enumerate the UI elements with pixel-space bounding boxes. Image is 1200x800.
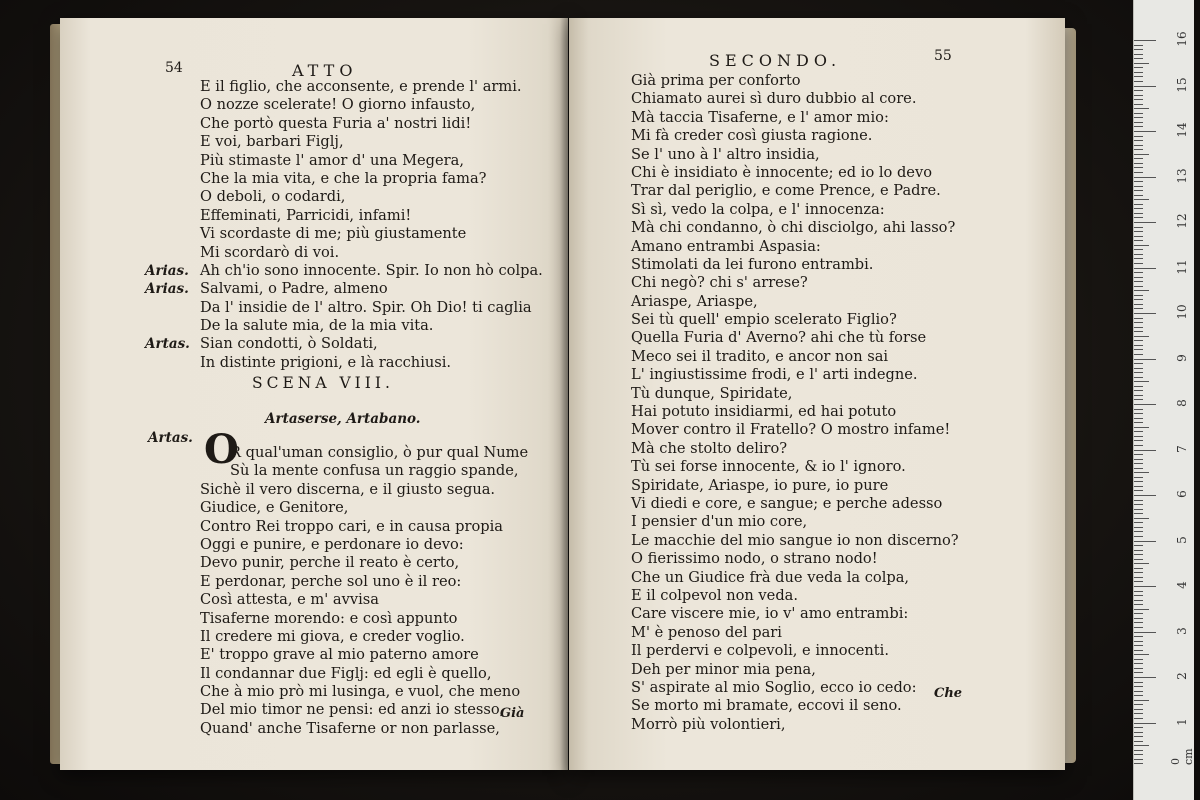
ruler-tick	[1134, 213, 1143, 214]
ruler-tick	[1134, 572, 1143, 573]
ruler-tick	[1134, 527, 1143, 528]
ruler-tick	[1134, 108, 1149, 109]
verse-line: Il condannar due Figlj: ed egli è quello,	[200, 664, 492, 682]
ruler-tick	[1134, 299, 1143, 300]
ruler-tick	[1134, 450, 1156, 451]
verse-line: Chi negò? chi s' arrese?	[631, 274, 808, 292]
ruler-number: 4	[1175, 581, 1189, 589]
speaker-label: Arias.	[145, 281, 189, 298]
ruler-tick	[1134, 131, 1156, 132]
ruler-tick	[1134, 581, 1143, 582]
ruler-tick	[1134, 445, 1143, 446]
ruler-number: 13	[1175, 167, 1189, 184]
ruler-tick	[1134, 281, 1143, 282]
ruler-tick	[1134, 586, 1156, 587]
ruler-tick	[1134, 386, 1143, 387]
ruler-tick	[1134, 723, 1156, 724]
verse-line: M' è penoso del pari	[631, 623, 782, 641]
ruler-tick	[1134, 154, 1149, 155]
ruler-tick	[1134, 318, 1143, 319]
ruler-tick	[1134, 340, 1143, 341]
ruler-tick	[1134, 613, 1143, 614]
ruler-tick	[1134, 336, 1149, 337]
ruler-number: 16	[1175, 31, 1189, 47]
verse-line: Già prima per conforto	[631, 72, 801, 89]
ruler-tick	[1134, 422, 1143, 423]
ruler-tick	[1134, 372, 1143, 373]
ruler-tick	[1134, 58, 1143, 59]
drop-cap: O	[204, 426, 239, 473]
ruler-tick	[1134, 641, 1143, 642]
verse-line: Se morto mi bramate, eccovi il seno.	[631, 697, 902, 715]
verse-line: Mover contro il Fratello? O mostro infame!	[631, 421, 951, 439]
ruler-tick	[1134, 463, 1143, 464]
verse-line: Che à mio prò mi lusinga, e vuol, che meno	[200, 683, 521, 701]
ruler-tick	[1134, 531, 1143, 532]
ruler-tick	[1134, 90, 1143, 91]
verse-line: Del mio timor ne pensi: ed anzi io stesso,	[200, 701, 505, 719]
ruler-tick	[1134, 409, 1143, 410]
ruler-tick	[1134, 732, 1143, 733]
ruler-tick	[1134, 545, 1143, 546]
ruler-tick	[1134, 349, 1143, 350]
ruler-tick	[1134, 54, 1143, 55]
ruler-tick	[1134, 263, 1143, 264]
scene-verse-block	[200, 444, 528, 738]
ruler-tick	[1134, 691, 1143, 692]
verse-line	[145, 261, 543, 280]
verse-text: Che la mia vita, e che la propria fama?	[200, 169, 487, 187]
ruler-tick	[1134, 500, 1143, 501]
speaker-label: Arias.	[145, 262, 189, 279]
ruler-tick	[1134, 559, 1143, 560]
speaker-label: Artas.	[148, 430, 193, 446]
ruler-tick	[1134, 604, 1143, 605]
ruler-tick	[1134, 668, 1143, 669]
ruler-tick	[1134, 163, 1143, 164]
verse-line: L' ingiustissime frodi, e l' arti indegne.	[631, 366, 918, 384]
verse-line: Tisaferne morendo: e così appunto	[200, 609, 458, 627]
ruler-tick	[1134, 354, 1143, 355]
ruler-tick	[1134, 468, 1143, 469]
verse-line	[200, 152, 543, 170]
ruler-number: 7	[1175, 444, 1189, 453]
ruler-tick	[1134, 277, 1143, 278]
ruler-tick	[1134, 172, 1143, 173]
ruler-tick	[1134, 99, 1143, 100]
ruler-tick	[1134, 413, 1143, 414]
verse-line	[145, 280, 543, 298]
ruler-tick	[1134, 495, 1156, 496]
ruler-tick	[1134, 577, 1143, 578]
verse-line	[200, 188, 543, 206]
verse-text: Che portò questa Furia a' nostri lidi!	[200, 114, 472, 132]
ruler-tick	[1134, 177, 1156, 178]
verse-line	[200, 96, 543, 114]
verse-line: Trar dal periglio, e come Prence, e Padre.	[631, 182, 941, 200]
ruler-tick	[1134, 122, 1143, 123]
page-number: 54	[165, 60, 183, 76]
verse-line: Spiridate, Ariaspe, io pure, io pure	[631, 476, 889, 494]
ruler-tick	[1134, 568, 1143, 569]
verse-block	[145, 78, 543, 372]
ruler-tick	[1134, 763, 1143, 764]
verse-line: Amano entrambi Aspasia:	[631, 237, 821, 255]
ruler-tick	[1134, 509, 1143, 510]
ruler-tick	[1134, 199, 1149, 200]
verse-line: Chiamato aurei sì duro dubbio al core.	[631, 90, 917, 108]
ruler-tick	[1134, 286, 1143, 287]
ruler-tick	[1134, 672, 1143, 673]
ruler-tick	[1134, 377, 1143, 378]
ruler-tick	[1134, 40, 1156, 41]
ruler-tick	[1134, 759, 1143, 760]
ruler-tick	[1134, 113, 1143, 114]
ruler-number: 2	[1175, 672, 1189, 680]
verse-text: Sian condotti, ò Soldati,	[200, 335, 378, 353]
measurement-ruler	[1133, 0, 1194, 800]
ruler-tick	[1134, 227, 1143, 228]
ruler-tick	[1134, 140, 1143, 141]
ruler-tick	[1134, 609, 1149, 610]
ruler-tick	[1134, 395, 1143, 396]
ruler-tick	[1134, 390, 1143, 391]
verse-line: E' troppo grave al mio paterno amore	[200, 646, 479, 664]
ruler-unit: 0 cm	[1169, 748, 1195, 765]
catchword: Che	[934, 686, 963, 701]
ruler-tick	[1134, 682, 1143, 683]
verse-line: I pensier d'un mio core,	[631, 513, 808, 531]
ruler-tick	[1134, 695, 1143, 696]
ruler-tick	[1134, 313, 1156, 314]
ruler-tick	[1134, 472, 1149, 473]
verse-line	[200, 317, 543, 335]
ruler-tick	[1134, 554, 1143, 555]
ruler-tick	[1134, 718, 1143, 719]
verse-line: O fierissimo nodo, o strano nodo!	[631, 550, 878, 568]
ruler-tick	[1134, 618, 1143, 619]
verse-line: Meco sei il tradito, e ancor non sai	[631, 347, 889, 365]
verse-line: Devo punir, perche il reato è certo,	[200, 554, 460, 572]
ruler-tick	[1134, 308, 1143, 309]
ruler-tick	[1134, 591, 1143, 592]
ruler-tick	[1134, 686, 1143, 687]
ruler-tick	[1134, 399, 1143, 400]
ruler-tick	[1134, 536, 1143, 537]
ruler-tick	[1134, 72, 1143, 73]
verse-line: Quand' anche Tisaferne or non parlasse,	[200, 719, 500, 737]
ruler-tick	[1134, 222, 1156, 223]
ruler-tick	[1134, 268, 1156, 269]
left-page	[60, 18, 568, 770]
ruler-tick	[1134, 249, 1143, 250]
ruler-tick	[1134, 550, 1143, 551]
verse-line: Sichè il vero discerna, e il giusto segua.	[200, 480, 496, 498]
verse-text: In distinte prigioni, e là racchiusi.	[200, 353, 452, 371]
verse-line	[200, 207, 543, 225]
verse-line	[200, 244, 543, 262]
verse-line	[200, 133, 543, 151]
ruler-tick	[1134, 431, 1143, 432]
ruler-tick	[1134, 136, 1143, 137]
ruler-tick	[1134, 600, 1143, 601]
ruler-tick	[1134, 704, 1143, 705]
ruler-tick	[1134, 359, 1156, 360]
ruler-number: 9	[1175, 353, 1189, 362]
ruler-tick	[1134, 736, 1143, 737]
ruler-tick	[1134, 345, 1143, 346]
ruler-tick	[1134, 190, 1143, 191]
verse-line	[200, 115, 543, 133]
running-head: SECONDO.	[709, 51, 842, 70]
verse-line: Mà chi condanno, ò chi disciolgo, ahi lasso?	[631, 219, 956, 237]
scene-persons: Artaserse, Artabano.	[265, 411, 421, 427]
ruler-tick	[1134, 181, 1143, 182]
verse-line: Stimolati da lei furono entrambi.	[631, 255, 874, 273]
verse-line	[200, 170, 543, 188]
ruler-number: 1	[1175, 717, 1189, 726]
verse-text: Più stimaste l' amor d' una Megera,	[200, 151, 464, 169]
ruler-tick	[1134, 186, 1143, 187]
verse-line: Tù dunque, Spiridate,	[631, 384, 793, 402]
verse-text: Vi scordaste di me; più giustamente	[200, 225, 467, 243]
verse-line: Sì sì, vedo la colpa, e l' innocenza:	[631, 200, 885, 218]
verse-line: Giudice, e Genitore,	[200, 499, 349, 517]
ruler-tick	[1134, 518, 1149, 519]
verse-line: Deh per minor mia pena,	[631, 660, 816, 678]
ruler-tick	[1134, 149, 1143, 150]
ruler-tick	[1134, 754, 1143, 755]
right-page	[569, 18, 1065, 770]
verse-line: Mi fà creder così giusta ragione.	[631, 127, 873, 145]
ruler-tick	[1134, 167, 1143, 168]
ruler-tick	[1134, 427, 1149, 428]
ruler-tick	[1134, 436, 1143, 437]
ruler-tick	[1134, 217, 1143, 218]
verse-line: Sei tù quell' empio scelerato Figlio?	[631, 311, 897, 329]
verse-line	[200, 78, 543, 96]
verse-line: Oggi e punire, e perdonare io devo:	[200, 535, 464, 553]
verse-block	[631, 72, 959, 734]
ruler-tick	[1134, 158, 1143, 159]
verse-text: Ah ch'io sono innocente. Spir. Io non hò colpa.	[200, 261, 543, 279]
verse-text: E il figlio, che acconsente, e prende l' armi.	[200, 78, 522, 95]
ruler-tick	[1134, 700, 1149, 701]
ruler-number: 15	[1175, 76, 1189, 93]
ruler-tick	[1134, 622, 1143, 623]
ruler-tick	[1134, 63, 1149, 64]
verse-line: Hai potuto insidiarmi, ed hai potuto	[631, 403, 897, 421]
ruler-tick	[1134, 627, 1143, 628]
ruler-tick	[1134, 76, 1143, 77]
ruler-number: 3	[1175, 626, 1189, 635]
verse-text: De la salute mia, de la mia vita.	[200, 317, 434, 335]
ruler-tick	[1134, 418, 1143, 419]
verse-line: Che un Giudice frà due veda la colpa,	[631, 568, 910, 586]
ruler-tick	[1134, 477, 1143, 478]
verse-line: E il colpevol non veda.	[631, 586, 798, 604]
ruler-tick	[1134, 745, 1149, 746]
ruler-tick	[1134, 67, 1143, 68]
verse-line: Il perdervi e colpevoli, e innocenti.	[631, 642, 889, 660]
ruler-tick	[1134, 709, 1143, 710]
ruler-tick	[1134, 677, 1156, 678]
ruler-tick	[1134, 522, 1143, 523]
ruler-tick	[1134, 104, 1143, 105]
ruler-tick	[1134, 331, 1143, 332]
ruler-tick	[1134, 363, 1143, 364]
verse-text: Mi scordarò di voi.	[200, 243, 340, 261]
ruler-tick	[1134, 645, 1143, 646]
ruler-tick	[1134, 49, 1143, 50]
verse-line: Così attesta, e m' avvisa	[200, 591, 379, 609]
speaker-label: Artas.	[145, 336, 190, 353]
verse-line: Quella Furia d' Averno? ahi che tù forse	[631, 329, 927, 347]
ruler-tick	[1134, 381, 1149, 382]
verse-line: R qual'uman consiglio, ò pur qual Nume	[230, 444, 529, 461]
verse-line: S' aspirate al mio Soglio, ecco io cedo:	[631, 678, 917, 696]
ruler-number: 8	[1175, 399, 1189, 407]
verse-line	[200, 354, 543, 372]
ruler-tick	[1134, 750, 1143, 751]
running-head: ATTO	[292, 61, 358, 80]
ruler-number: 14	[1175, 122, 1189, 138]
verse-line: Il credere mi giova, e creder voglio.	[200, 627, 465, 645]
ruler-tick	[1134, 459, 1143, 460]
ruler-number: 5	[1175, 535, 1189, 544]
ruler-tick	[1134, 454, 1143, 455]
ruler-tick	[1134, 322, 1143, 323]
ruler-tick	[1134, 504, 1143, 505]
ruler-tick	[1134, 513, 1143, 514]
verse-line: Sù la mente confusa un raggio spande,	[230, 462, 519, 480]
ruler-tick	[1134, 440, 1143, 441]
scene-heading: SCENA VIII.	[252, 374, 394, 392]
ruler-tick	[1134, 368, 1143, 369]
ruler-tick	[1134, 195, 1143, 196]
ruler-tick	[1134, 490, 1143, 491]
verse-text: Effeminati, Parricidi, infami!	[200, 206, 412, 224]
ruler-number: 10	[1175, 304, 1189, 320]
verse-text: E voi, barbari Figlj,	[200, 133, 344, 151]
ruler-number: 11	[1175, 258, 1189, 275]
verse-line: Mà che stolto deliro?	[631, 439, 788, 457]
verse-line: Vi diedi e core, e sangue; e perche adesso	[631, 494, 943, 512]
page-number: 55	[934, 48, 952, 64]
ruler-number: 6	[1175, 490, 1189, 498]
verse-line: E perdonar, perche sol uno è il reo:	[200, 572, 462, 590]
ruler-number: 12	[1175, 213, 1189, 229]
ruler-tick	[1134, 595, 1143, 596]
ruler-tick	[1134, 713, 1143, 714]
ruler-tick	[1134, 126, 1143, 127]
verse-line: Se l' uno à l' altro insidia,	[631, 145, 820, 163]
ruler-tick	[1134, 636, 1143, 637]
ruler-tick	[1134, 95, 1143, 96]
ruler-tick	[1134, 541, 1156, 542]
verse-text: Da l' insidie de l' altro. Spir. Oh Dio! ti caglia	[200, 298, 532, 316]
ruler-tick	[1134, 272, 1143, 273]
ruler-tick	[1134, 245, 1149, 246]
ruler-tick	[1134, 632, 1156, 633]
ruler-tick	[1134, 654, 1149, 655]
verse-line: Morrò più volontieri,	[631, 715, 786, 733]
ruler-tick	[1134, 145, 1143, 146]
ruler-tick	[1134, 204, 1143, 205]
verse-text: Salvami, o Padre, almeno	[200, 280, 388, 298]
ruler-tick	[1134, 258, 1143, 259]
ruler-tick	[1134, 327, 1143, 328]
verse-line: Contro Rei troppo cari, e in causa propia	[200, 517, 503, 535]
verse-text: O nozze scelerate! O giorno infausto,	[200, 96, 476, 114]
ruler-tick	[1134, 45, 1143, 46]
ruler-tick	[1134, 727, 1143, 728]
ruler-tick	[1134, 663, 1143, 664]
ruler-tick	[1134, 81, 1143, 82]
ruler-tick	[1134, 240, 1143, 241]
ruler-tick	[1134, 481, 1143, 482]
verse-line: Ariaspe, Ariaspe,	[631, 292, 758, 310]
ruler-tick	[1134, 404, 1156, 405]
verse-line	[145, 335, 543, 353]
verse-line: Le macchie del mio sangue io non discerno?	[631, 531, 959, 549]
verse-line: Chi è insidiato è innocente; ed io lo devo	[631, 163, 932, 181]
verse-text: O deboli, o codardi,	[200, 188, 346, 206]
verse-line	[200, 225, 543, 243]
ruler-tick	[1134, 659, 1143, 660]
ruler-tick	[1134, 650, 1143, 651]
ruler-tick	[1134, 231, 1143, 232]
ruler-tick	[1134, 86, 1156, 87]
ruler-tick	[1134, 208, 1143, 209]
ruler-tick	[1134, 304, 1143, 305]
ruler-tick	[1134, 254, 1143, 255]
ruler-tick	[1134, 290, 1149, 291]
ruler-tick	[1134, 741, 1143, 742]
ruler-tick	[1134, 117, 1143, 118]
verse-line	[200, 299, 543, 317]
verse-line: Mà taccia Tisaferne, e l' amor mio:	[631, 108, 889, 126]
ruler-tick	[1134, 295, 1143, 296]
catchword: Già	[500, 706, 525, 721]
ruler-tick	[1134, 563, 1149, 564]
verse-line: Care viscere mie, io v' amo entrambi:	[631, 605, 909, 623]
verse-line: Tù sei forse innocente, & io l' ignoro.	[631, 458, 906, 476]
ruler-tick	[1134, 486, 1143, 487]
ruler-tick	[1134, 236, 1143, 237]
